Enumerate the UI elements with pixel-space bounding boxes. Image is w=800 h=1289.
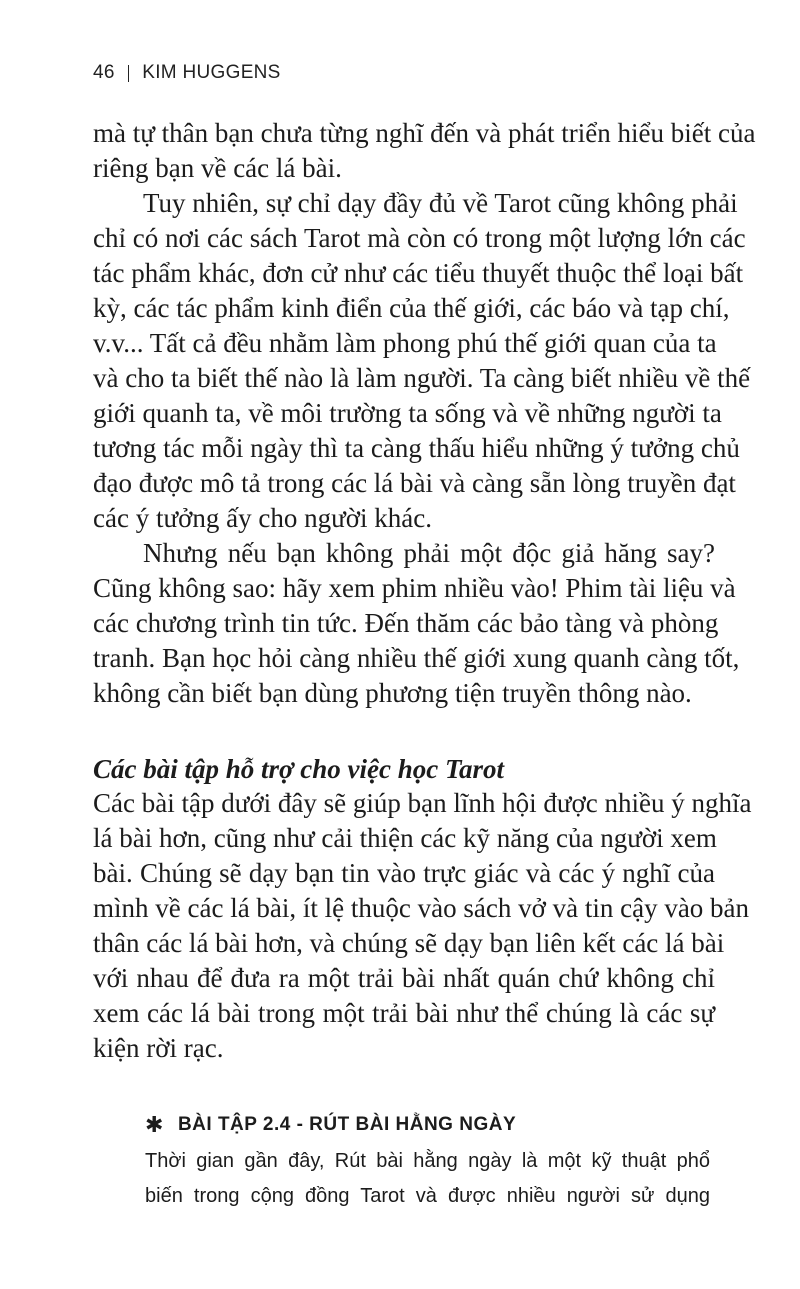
text-line: Các bài tập dưới đây sẽ giúp bạn lĩnh hội được nhiều ý nghĩa <box>93 788 752 818</box>
text-line: chỉ có nơi các sách Tarot mà còn có trong một lượng lớn các <box>93 223 746 253</box>
text-line: Nhưng nếu bạn không phải một độc giả hăng say? <box>143 538 715 568</box>
text-line: mình về các lá bài, ít lệ thuộc vào sách vở và tin cậy vào bản <box>93 893 750 923</box>
text-line: xem các lá bài trong một trải bài như thể chúng là các sự <box>93 998 715 1028</box>
exercise-title-text: BÀI TẬP 2.4 - RÚT BÀI HẰNG NGÀY <box>177 1114 517 1135</box>
text-line: tương tác mỗi ngày thì ta càng thấu hiểu những ý tưởng chủ <box>93 433 740 463</box>
text-line: tác phẩm khác, đơn cử như các tiểu thuyết thuộc thể loại bất <box>93 258 744 288</box>
text-line: tranh. Bạn học hỏi càng nhiều thế giới xung quanh càng tốt, <box>93 643 740 673</box>
page-number: 46 <box>93 62 115 83</box>
exercise-title <box>145 1112 516 1138</box>
text-line: Tuy nhiên, sự chỉ dạy đầy đủ về Tarot cũng không phải <box>143 188 738 218</box>
text-line: bài. Chúng sẽ dạy bạn tin vào trực giác và các ý nghĩ của <box>93 858 715 888</box>
text-line: không cần biết bạn dùng phương tiện truyền thông nào. <box>93 678 692 708</box>
exercise-text-line: biến trong cộng đồng Tarot và được nhiều người sử dụng <box>145 1185 710 1207</box>
text-line: kỳ, các tác phẩm kinh điển của thế giới, các báo và tạp chí, <box>93 293 730 323</box>
author-name: KIM HUGGENS <box>142 62 281 83</box>
text-line: đạo được mô tả trong các lá bài và càng sẵn lòng truyền đạt <box>93 468 736 498</box>
text-line: riêng bạn về các lá bài. <box>93 153 342 183</box>
section-heading: Các bài tập hỗ trợ cho việc học Tarot <box>93 754 504 784</box>
text-line: lá bài hơn, cũng như cải thiện các kỹ năng của người xem <box>93 823 717 853</box>
running-head <box>93 62 281 84</box>
header-separator <box>128 65 130 82</box>
asterisk-icon: ✱ <box>145 1112 164 1137</box>
text-line: v.v... Tất cả đều nhằm làm phong phú thế giới quan của ta <box>93 328 717 358</box>
text-line: các ý tưởng ấy cho người khác. <box>93 503 432 533</box>
exercise-text-line: Thời gian gần đây, Rút bài hằng ngày là một kỹ thuật phổ <box>145 1150 710 1172</box>
text-line: kiện rời rạc. <box>93 1033 224 1063</box>
text-line: và cho ta biết thế nào là làm người. Ta càng biết nhiều về thế <box>93 363 751 393</box>
text-line: thân các lá bài hơn, và chúng sẽ dạy bạn liên kết các lá bài <box>93 928 725 958</box>
text-line: giới quanh ta, về môi trường ta sống và về những người ta <box>93 398 722 428</box>
text-line: Cũng không sao: hãy xem phim nhiều vào! Phim tài liệu và <box>93 573 736 603</box>
text-line: các chương trình tin tức. Đến thăm các bảo tàng và phòng <box>93 608 719 638</box>
text-line: với nhau để đưa ra một trải bài nhất quán chứ không chỉ <box>93 963 715 993</box>
text-line: mà tự thân bạn chưa từng nghĩ đến và phát triển hiểu biết của <box>93 118 756 148</box>
